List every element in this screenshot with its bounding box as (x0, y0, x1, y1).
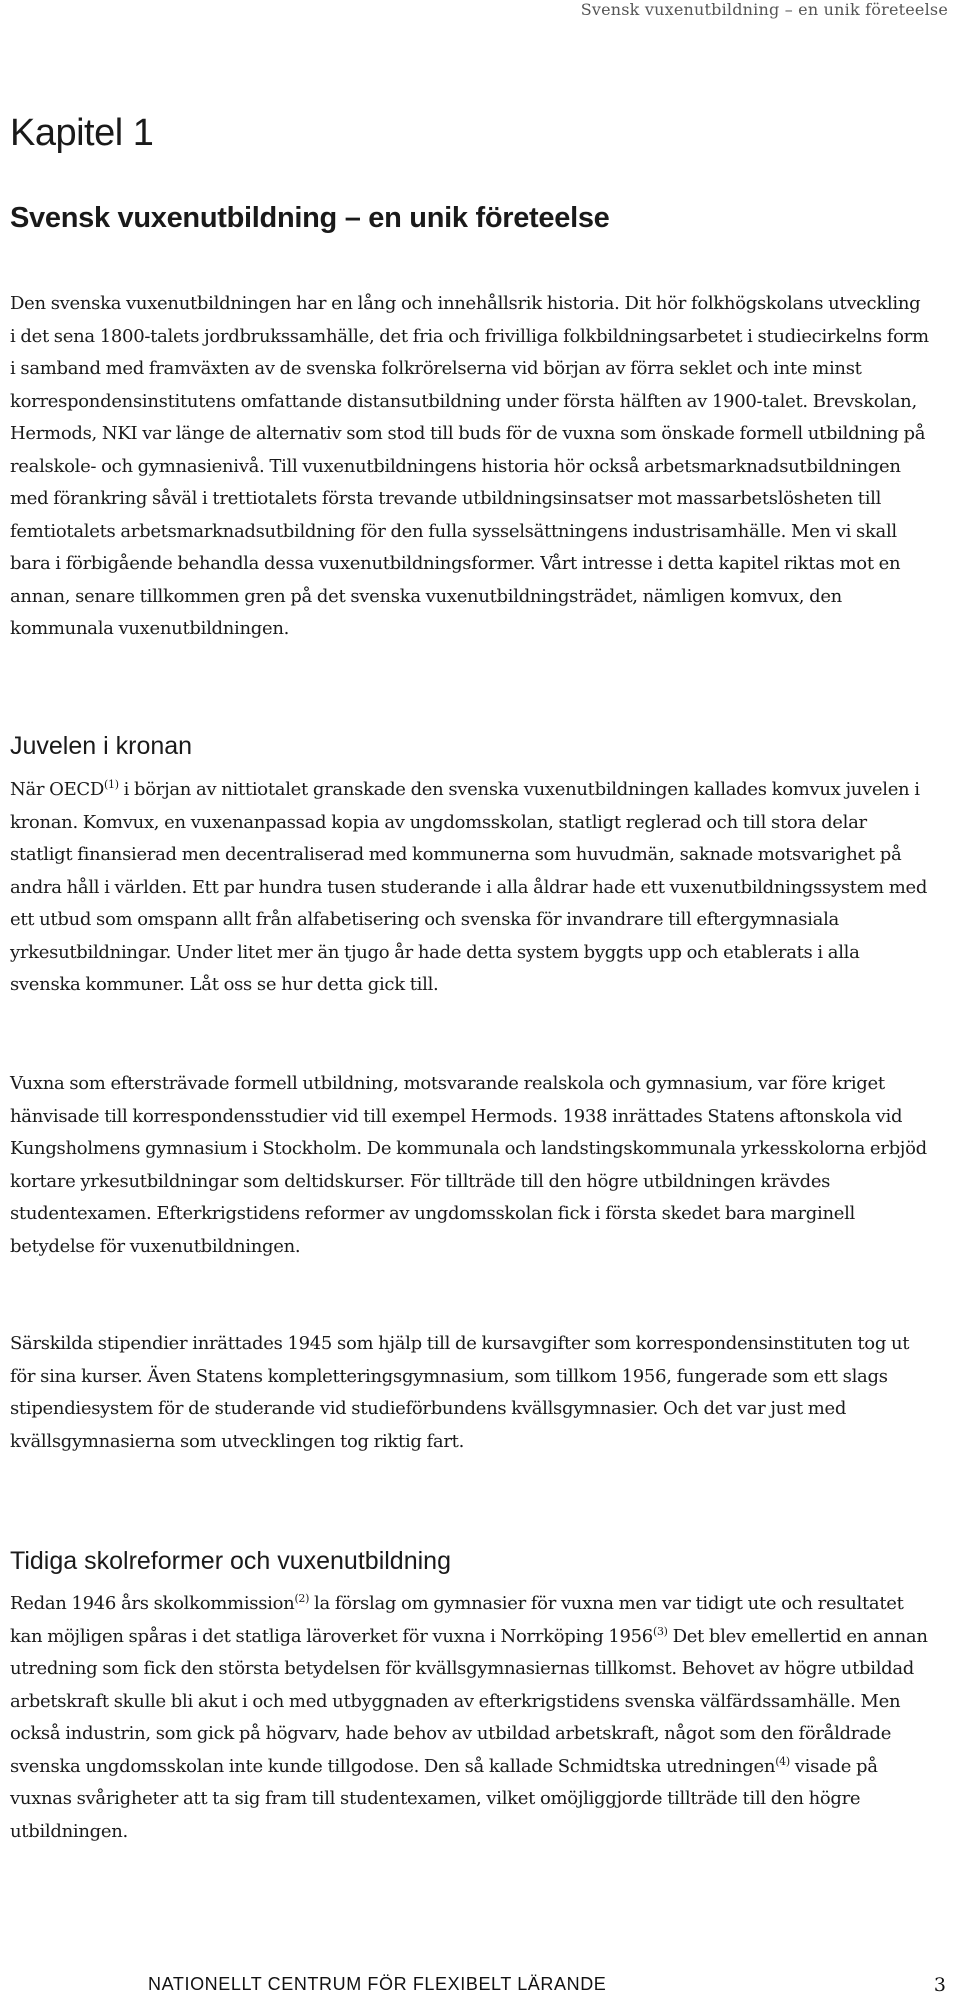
paragraph-juvelen-2: Vuxna som eftersträvade formell utbildning, motsvarande realskola och gymnasium, var före kriget hänvisade till korrespondensstudier vid till exempel Hermods. 1938 inrättades Statens aftonskola vid Kungsholmens gymnasium i Stockholm. De kommunala och landstingskommunala yrkesskolorna erbjöd kortare yrkesutbildningar som deltidskurser. För tillträde till den högre utbildningen krävdes studentexamen. Efterkrigstidens reformer av ungdomsskolan fick i första skedet bara marginell betydelse för vuxenutbildningen. (10, 1073, 927, 1257)
paragraph-text: i början av nittiotalet granskade den svenska vuxenutbildningen kallades komvux juvelen i kronan. Komvux, en vuxenanpassad kopia av ungdomsskolan, statligt reglerad och till stora delar statligt finansierad men decentraliserad med kommunerna som huvudmän, saknade motsvarighet på andra håll i världen. Ett par hundra tusen studerande i alla åldrar hade ett vuxenutbildningssystem med ett utbud som omspann allt från alfabetisering och svenska för invandrare till eftergymnasiala yrkesutbildningar. Under litet mer än tjugo år hade detta system byggts upp och etablerats i alla svenska kommuner. Låt oss se hur detta gick till. (10, 779, 928, 995)
page-number: 3 (933, 1974, 946, 1996)
paragraph-text: När OECD (10, 779, 105, 800)
footnote-ref-4: (4) (775, 1754, 790, 1768)
paragraph-text: Det blev emellertid en annan utredning som fick den största betydelsen för kvällsgymnasiernas tillkomst. Behovet av högre utbildad arbetskraft skulle bli akut i och med utbyggnaden av efterkrigstidens svenska välfärdssamhälle. Men också industrin, som gick på högvarv, hade behov av utbildad arbetskraft, något som den föråldrade svenska ungdomsskolan inte kunde tillgodose. Den så kallade Schmidtska utredningen (10, 1625, 928, 1777)
paragraph-text: la förslag om gymnasier för vuxna men var tidigt ute och resultatet kan möjligen spåras i det statliga läroverket för vuxna i Norrköping 1956 (10, 1593, 904, 1647)
paragraph-juvelen-3: Särskilda stipendier inrättades 1945 som hjälp till de kursavgifter som korrespondensinstituten tog ut för sina kurser. Även Statens kompletteringsgymnasium, som tillkom 1956, fungerade som ett slags stipendiesystem för de studerande vid studieförbundens kvällsgymnasier. Och det var just med kvällsgymnasierna som utvecklingen tog riktig fart. (10, 1333, 910, 1452)
paragraph-tidiga-1 (10, 1588, 930, 1848)
footnote-ref-1: (1) (104, 778, 119, 791)
paragraph-text: visade på vuxnas svårigheter att ta sig fram till studentexamen, vilket omöjliggjorde tillträde till den högre utbildningen. (10, 1755, 878, 1842)
paragraph-text: Redan 1946 års skolkommission (10, 1593, 295, 1614)
running-header: Svensk vuxenutbildning – en unik företeelse (580, 0, 948, 19)
paragraph-juvelen-1 (10, 774, 930, 1002)
footnote-ref-2: (2) (294, 1592, 310, 1605)
footnote-ref-3: (3) (652, 1624, 668, 1638)
footer-publisher: NATIONELLT CENTRUM FÖR FLEXIBELT LÄRANDE (148, 1974, 607, 1994)
section-title: Svensk vuxenutbildning – en unik företeelse (10, 202, 610, 234)
subsection-heading-tidiga-skolreformer: Tidiga skolreformer och vuxenutbildning (10, 1547, 451, 1575)
chapter-title: Kapitel 1 (10, 112, 154, 154)
intro-paragraph: Den svenska vuxenutbildningen har en lång och innehållsrik historia. Dit hör folkhögskolans utveckling i det sena 1800-talets jordbrukssamhälle, det fria och frivilliga folkbildningsarbetet i studiecirkelns form i samband med framväxten av de svenska folkrörelserna vid början av förra seklet och inte minst korrespondensinstitutens omfattande distansutbildning under första hälften av 1900-talet. Brevskolan, Hermods, NKI var länge de alternativ som stod till buds för de vuxna som önskade formell utbildning på realskole- och gymnasienivå. Till vuxenutbildningens historia hör också arbetsmarknadsutbildningen med förankring såväl i trettiotalets första trevande utbildningsinsatser mot massarbetslösheten till femtiotalets arbetsmarknadsutbildning för den fulla sysselsättningens industrisamhälle. Men vi skall bara i förbigående behandla dessa vuxenutbildningsformer. Vårt intresse i detta kapitel riktas mot en annan, senare tillkommen gren på det svenska vuxenutbildningsträdet, nämligen komvux, den kommunala vuxenutbildningen. (10, 293, 929, 639)
subsection-heading-juvelen: Juvelen i kronan (10, 732, 193, 760)
